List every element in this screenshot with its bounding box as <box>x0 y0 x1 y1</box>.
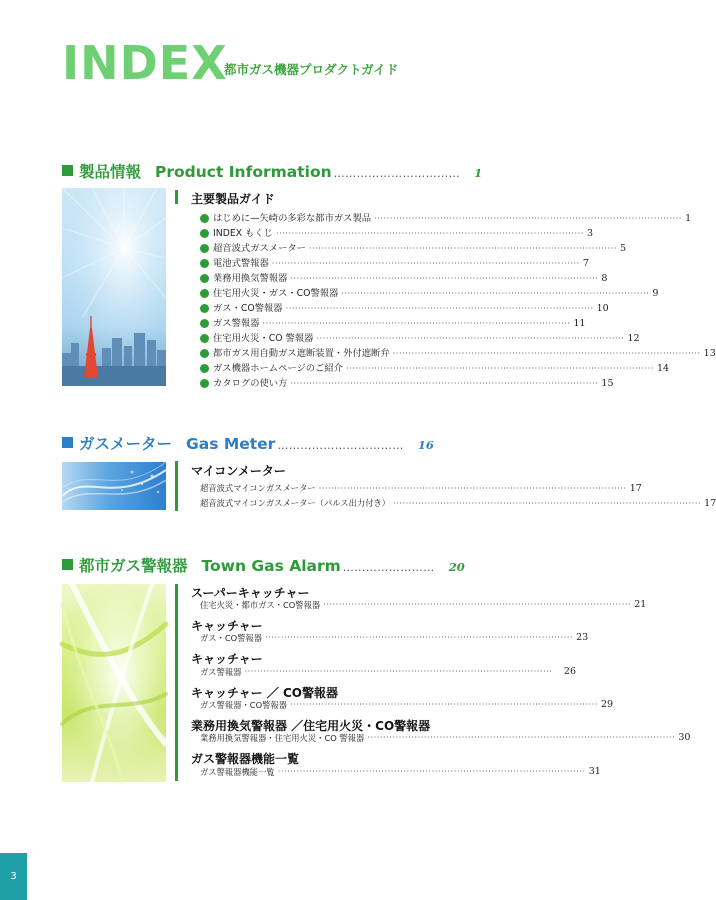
group-title: キャッチャー ／ CO警報器 <box>191 686 339 700</box>
section-leader-dots: …………………… <box>342 561 435 574</box>
green-bullet-icon <box>200 274 209 283</box>
section-page-number: 1 <box>474 166 483 180</box>
city-skyline-illustration <box>62 188 166 386</box>
section-title-en: Product Information <box>155 163 332 181</box>
toc-item-label: ガス警報器・CO警報器 <box>200 699 287 710</box>
toc-item-label: ガス・CO警報器 <box>200 632 263 643</box>
green-square-icon <box>62 559 73 570</box>
green-bullet-icon <box>200 319 209 328</box>
toc-list-alarm <box>200 731 691 745</box>
group-title: 業務用換気警報器 ／住宅用火災・CO警報器 <box>191 719 431 733</box>
toc-leader-dots: ·································································································· <box>290 273 599 283</box>
toc-item[interactable] <box>200 286 659 301</box>
section-title-jp: 都市ガス警報器 <box>79 557 188 575</box>
toc-leader-dots: ·································································································· <box>277 767 586 776</box>
toc-item-label: はじめに—矢崎の多彩な都市ガス製品 <box>213 212 372 224</box>
toc-list-gas-meter <box>200 481 716 511</box>
toc-leader-dots: ·································································································· <box>345 363 654 373</box>
section-header-gas-meter <box>62 432 434 454</box>
green-bullet-icon <box>200 229 209 238</box>
toc-leader-dots: ·································································································· <box>341 288 650 298</box>
toc-item-label: ガス警報器 <box>213 317 260 329</box>
toc-item[interactable] <box>200 698 614 712</box>
toc-item[interactable] <box>200 346 716 361</box>
toc-list-alarm <box>200 765 601 779</box>
toc-item-page: 26 <box>563 666 576 678</box>
toc-leader-dots: ·································································································· <box>290 378 599 388</box>
section-title-en: Town Gas Alarm <box>201 557 341 575</box>
section-leader-dots: …………………………… <box>333 167 461 180</box>
toc-item-page: 15 <box>601 377 614 389</box>
green-bullet-icon <box>200 259 209 268</box>
toc-leader-dots: ·································································································· <box>308 243 617 253</box>
toc-item-label: ガス・CO警報器 <box>213 302 283 314</box>
green-bullet-icon <box>200 214 209 223</box>
toc-item-page: 29 <box>601 699 614 711</box>
toc-item[interactable] <box>200 271 608 286</box>
toc-item-page: 1 <box>685 212 692 224</box>
toc-item-label: 業務用換気警報器 <box>213 272 288 284</box>
toc-leader-dots: ·································································································· <box>316 333 625 343</box>
toc-item-label: 超音波式マイコンガスメーター <box>200 483 316 494</box>
toc-item-label: 住宅火災・都市ガス・CO警報器 <box>200 599 321 610</box>
toc-item-label: 業務用換気警報器・住宅用火災・CO 警報器 <box>200 732 365 743</box>
toc-item[interactable] <box>200 665 576 679</box>
toc-list-alarm <box>200 598 647 612</box>
toc-item-label: 超音波式ガスメーター <box>213 242 306 254</box>
green-bullet-icon <box>200 349 209 358</box>
section-page-number: 20 <box>448 560 465 574</box>
group-title: スーパーキャッチャー <box>191 586 310 600</box>
green-light-illustration <box>62 584 166 782</box>
toc-item-page: 7 <box>582 257 589 269</box>
toc-leader-dots: ·································································································· <box>323 600 632 609</box>
toc-item[interactable] <box>200 598 647 612</box>
toc-item[interactable] <box>200 361 670 376</box>
gas-wave-illustration <box>62 462 166 510</box>
toc-item-page: 11 <box>573 317 586 329</box>
toc-item-page: 13 <box>703 347 716 359</box>
toc-item-page: 5 <box>620 242 627 254</box>
toc-list-alarm <box>200 665 576 679</box>
toc-item[interactable] <box>200 731 691 745</box>
group-title: キャッチャー <box>191 652 263 666</box>
toc-item-page: 12 <box>627 332 640 344</box>
toc-item-label: ガス警報器 <box>200 666 242 677</box>
toc-item-label: INDEX もくじ <box>213 227 273 239</box>
blue-square-icon <box>62 437 73 448</box>
toc-leader-dots: ·································································································· <box>290 700 599 709</box>
toc-list-main-products <box>200 211 716 391</box>
toc-item[interactable] <box>200 631 589 645</box>
toc-leader-dots: ·································································································· <box>271 258 580 268</box>
toc-item[interactable] <box>200 301 609 316</box>
toc-item-page: 23 <box>576 632 589 644</box>
toc-leader-dots: ·································································································· <box>262 318 571 328</box>
group-accent-bar <box>175 584 178 781</box>
group-title: マイコンメーター <box>191 464 286 478</box>
toc-item-page: 30 <box>678 732 691 744</box>
toc-item-label: 電池式警報器 <box>213 257 269 269</box>
toc-item-label: カタログの使い方 <box>213 377 288 389</box>
green-bullet-icon <box>200 304 209 313</box>
green-bullet-icon <box>200 364 209 373</box>
section-title-en: Gas Meter <box>186 435 276 453</box>
page-number: 3 <box>10 871 17 882</box>
toc-item-page: 8 <box>601 272 608 284</box>
toc-item[interactable] <box>200 316 586 331</box>
section-title-jp: 製品情報 <box>79 163 142 181</box>
toc-item[interactable] <box>200 256 589 271</box>
toc-item-page: 3 <box>586 227 594 239</box>
green-bullet-icon <box>200 379 209 388</box>
page-number-tab <box>0 853 27 900</box>
toc-item[interactable] <box>200 241 627 256</box>
group-accent-bar <box>175 461 178 511</box>
toc-leader-dots: ·································································································· <box>374 213 683 223</box>
section-leader-dots: …………………………… <box>277 439 404 452</box>
toc-item[interactable] <box>200 481 642 496</box>
index-subtitle: 都市ガス機器プロダクトガイド <box>224 62 399 77</box>
toc-item[interactable] <box>200 496 716 511</box>
toc-list-alarm <box>200 631 589 645</box>
index-title: INDEX <box>62 36 228 90</box>
toc-item-page: 9 <box>652 287 659 299</box>
green-bullet-icon <box>200 334 209 343</box>
toc-item[interactable] <box>200 376 614 391</box>
group-title: 主要製品ガイド <box>191 192 275 206</box>
green-square-icon <box>62 165 73 176</box>
toc-leader-dots: ·································································································· <box>285 303 594 313</box>
toc-item-label: 超音波式マイコンガスメーター（パルス出力付き） <box>200 498 391 509</box>
section-header-product-information <box>62 160 482 182</box>
section-header-town-gas-alarm <box>62 554 465 576</box>
toc-leader-dots: ·································································································· <box>367 733 676 742</box>
alarm-abstract-image <box>62 584 166 782</box>
group-title: キャッチャー <box>191 619 263 633</box>
section-title-jp: ガスメーター <box>79 435 173 453</box>
section-page-number: 16 <box>417 438 434 452</box>
green-bullet-icon <box>200 289 209 298</box>
toc-leader-dots: ·································································································· <box>393 498 702 508</box>
toc-item-label: 住宅用火災・ガス・CO警報器 <box>213 287 339 299</box>
gas-meter-image <box>62 462 166 510</box>
green-bullet-icon <box>200 244 209 253</box>
toc-leader-dots: ·································································································· <box>392 348 701 358</box>
group-accent-bar <box>175 190 178 204</box>
toc-item-page: 14 <box>657 362 670 374</box>
toc-item-label: ガス警報器機能一覧 <box>200 766 275 777</box>
toc-leader-dots: ·································································································· <box>265 633 574 642</box>
toc-item[interactable] <box>200 211 692 226</box>
city-skyline-image <box>62 188 166 386</box>
toc-list-alarm <box>200 698 614 712</box>
toc-leader-dots: ·································································································· <box>318 483 627 493</box>
toc-item-page: 10 <box>596 302 609 314</box>
toc-item-page: 31 <box>588 766 601 778</box>
toc-item-label: 都市ガス用自動ガス遮断装置・外付遮断弁 <box>213 347 390 359</box>
toc-leader-dots: ·································································································· <box>275 228 584 238</box>
toc-item[interactable] <box>200 226 594 241</box>
toc-item-label: 住宅用火災・CO 警報器 <box>213 332 314 344</box>
toc-item-label: ガス機器ホームページのご紹介 <box>213 362 343 374</box>
toc-item-page: 21 <box>634 599 647 611</box>
group-title: ガス警報器機能一覧 <box>191 752 300 766</box>
toc-leader-dots: ·································································································· <box>244 667 553 676</box>
toc-item-page: 17 <box>629 482 642 494</box>
toc-item[interactable] <box>200 765 601 779</box>
toc-item[interactable] <box>200 331 640 346</box>
toc-item-page: 17 <box>704 497 716 509</box>
